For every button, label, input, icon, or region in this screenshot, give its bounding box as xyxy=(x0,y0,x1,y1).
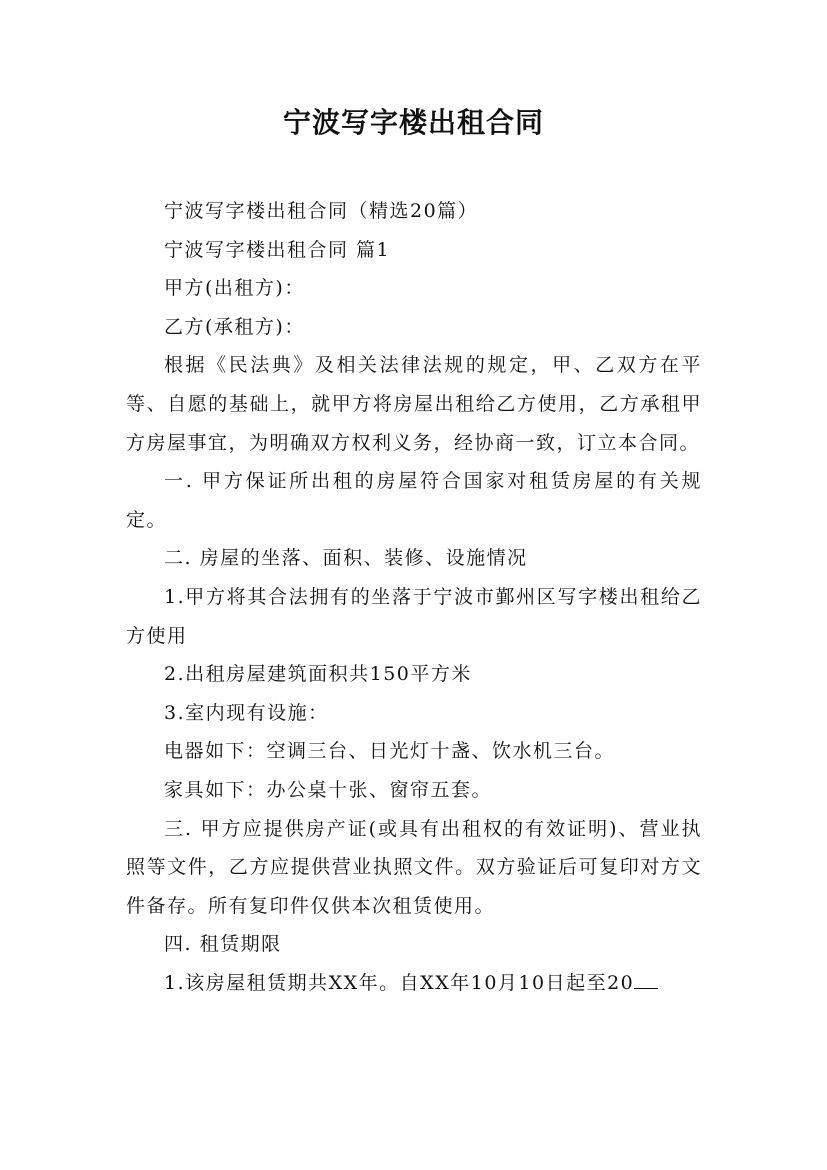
paragraph-party-b: 乙方(承租方)： xyxy=(164,315,305,338)
document-title: 宁波写字楼出租合同 xyxy=(282,106,544,139)
paragraph-appliances: 电器如下：空调三台、日光灯十盏、饮水机三台。 xyxy=(164,740,616,763)
paragraph-preamble: 根据《民法典》及相关法律法规的规定，甲、乙双方在平等、自愿的基础上，就甲方将房屋出租给乙方使用，乙方承租甲方房屋事宜，为明确双方权利义务，经协商一致，订立本合同。 xyxy=(126,354,702,454)
paragraph-clause-4-heading: 四. 租赁期限 xyxy=(164,933,282,956)
paragraph-clause-1: 一. 甲方保证所出租的房屋符合国家对租赁房屋的有关规定。 xyxy=(126,470,702,531)
paragraph-clause-2-item-1: 1.甲方将其合法拥有的坐落于宁波市鄞州区写字楼出租给乙方使用 xyxy=(126,585,702,647)
paragraph-clause-3: 三. 甲方应提供房产证(或具有出租权的有效证明)、营业执照等文件，乙方应提供营业执照文件。双方验证后可复印对方文件备存。所有复印件仅供本次租赁使用。 xyxy=(126,817,702,917)
paragraph-clause-2-item-3: 3.室内现有设施： xyxy=(164,701,329,724)
document-body xyxy=(126,192,702,1002)
paragraph-clause-2-heading: 二. 房屋的坐落、面积、装修、设施情况 xyxy=(164,547,528,570)
paragraph-subtitle: 宁波写字楼出租合同（精选20篇） xyxy=(164,200,479,222)
paragraph-furniture: 家具如下：办公桌十张、窗帘五套。 xyxy=(164,778,493,801)
paragraph-clause-4-item-1: 1.该房屋租赁期共XX年。自XX年10月10日起至20 xyxy=(126,964,702,1003)
paragraph-party-a: 甲方(出租方)： xyxy=(164,277,305,300)
paragraph-chapter-heading: 宁波写字楼出租合同 篇1 xyxy=(164,238,391,261)
paragraph-clause-2-item-2: 2.出租房屋建筑面积共150平方米 xyxy=(164,663,472,686)
